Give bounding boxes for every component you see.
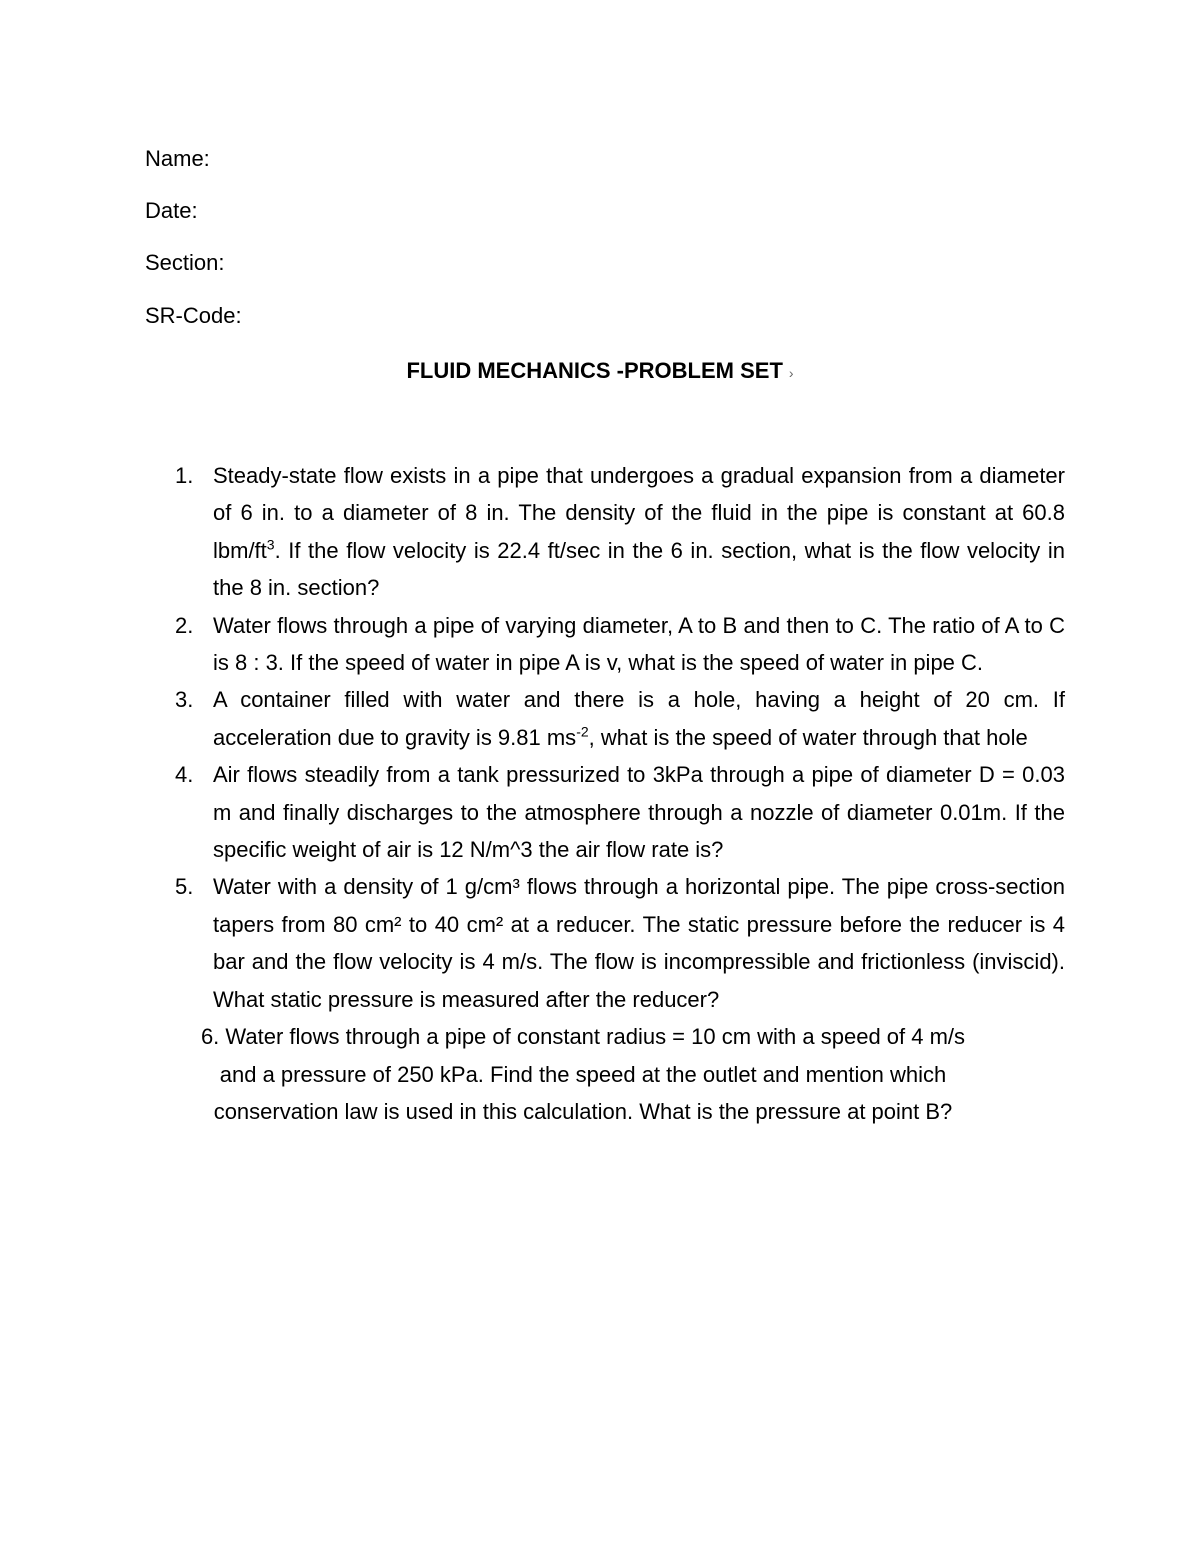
problem-text: Steady-state flow exists in a pipe that undergoes a gradual expansion from a diameter of 6 in. to a diameter of 8 in. The density of the fluid in the pipe is constant at 60.8 lbm/ft xyxy=(213,463,1065,563)
problem-4 xyxy=(175,756,1065,868)
problem-text: Water with a density of 1 g/cm³ flows through a horizontal pipe. The pipe cross-section tapers from 80 cm² to 40 cm² at a reducer. The static pressure before the reducer is 4 bar and the flow velocity is 4 m/s. The flow is incompressible and frictionless (inviscid). What static pressure is measured after the reducer? xyxy=(213,874,1065,1012)
page-title xyxy=(0,358,1200,386)
title-text: FLUID MECHANICS -PROBLEM SET xyxy=(406,358,783,383)
problem-list xyxy=(0,457,1200,1130)
problem-text: . If the flow velocity is 22.4 ft/sec in the 6 in. section, what is the flow velocity in the 8 in. section? xyxy=(213,537,1065,601)
name-field-label: Name: xyxy=(145,146,210,171)
problem-text: , what is the speed of water through that hole xyxy=(588,724,1028,750)
date-field-label: Date: xyxy=(145,198,198,223)
superscript: -2 xyxy=(576,723,589,740)
problem-text: Water flows through a pipe of varying diameter, A to B and then to C. The ratio of A to C is 8 : 3. If the speed of water in pipe A is v, what is the speed of water in pipe C. xyxy=(213,612,1065,676)
problem-number: 4. xyxy=(175,762,194,788)
problem-number: 6. xyxy=(200,1024,220,1050)
section-field-label: Section: xyxy=(145,250,225,275)
problem-2 xyxy=(175,607,1065,682)
problem-text: Water flows through a pipe of constant radius = 10 cm with a speed of 4 m/s xyxy=(225,1024,966,1050)
problem-number: 2. xyxy=(175,612,194,638)
problem-number: 5. xyxy=(175,874,194,900)
problem-3 xyxy=(175,681,1065,756)
problem-line xyxy=(0,1018,1183,1055)
problem-text: Air flows steadily from a tank pressurized to 3kPa through a pipe of diameter D = 0.03 m and finally discharges to the atmosphere through a nozzle of diameter 0.01m. If the specific weight of air is 12 N/m^3 the air flow rate is? xyxy=(213,762,1065,863)
problem-number: 3. xyxy=(175,687,194,713)
superscript: 3 xyxy=(266,536,275,553)
problem-number: 1. xyxy=(175,463,194,488)
sr-code-field-label: SR-Code: xyxy=(145,303,242,328)
title-mark: › xyxy=(788,365,794,381)
problem-1 xyxy=(175,457,1065,607)
problem-5 xyxy=(175,868,1065,1018)
problem-text: A container filled with water and there is a hole, having a height of 20 cm. If acceleration due to gravity is 9.81 ms xyxy=(213,687,1065,750)
problem-line: and a pressure of 250 kPa. Find the speed at the outlet and mention which xyxy=(219,1061,947,1087)
problem-6 xyxy=(0,1018,1183,1130)
problem-line: conservation law is used in this calculation. What is the pressure at point B? xyxy=(213,1098,953,1124)
